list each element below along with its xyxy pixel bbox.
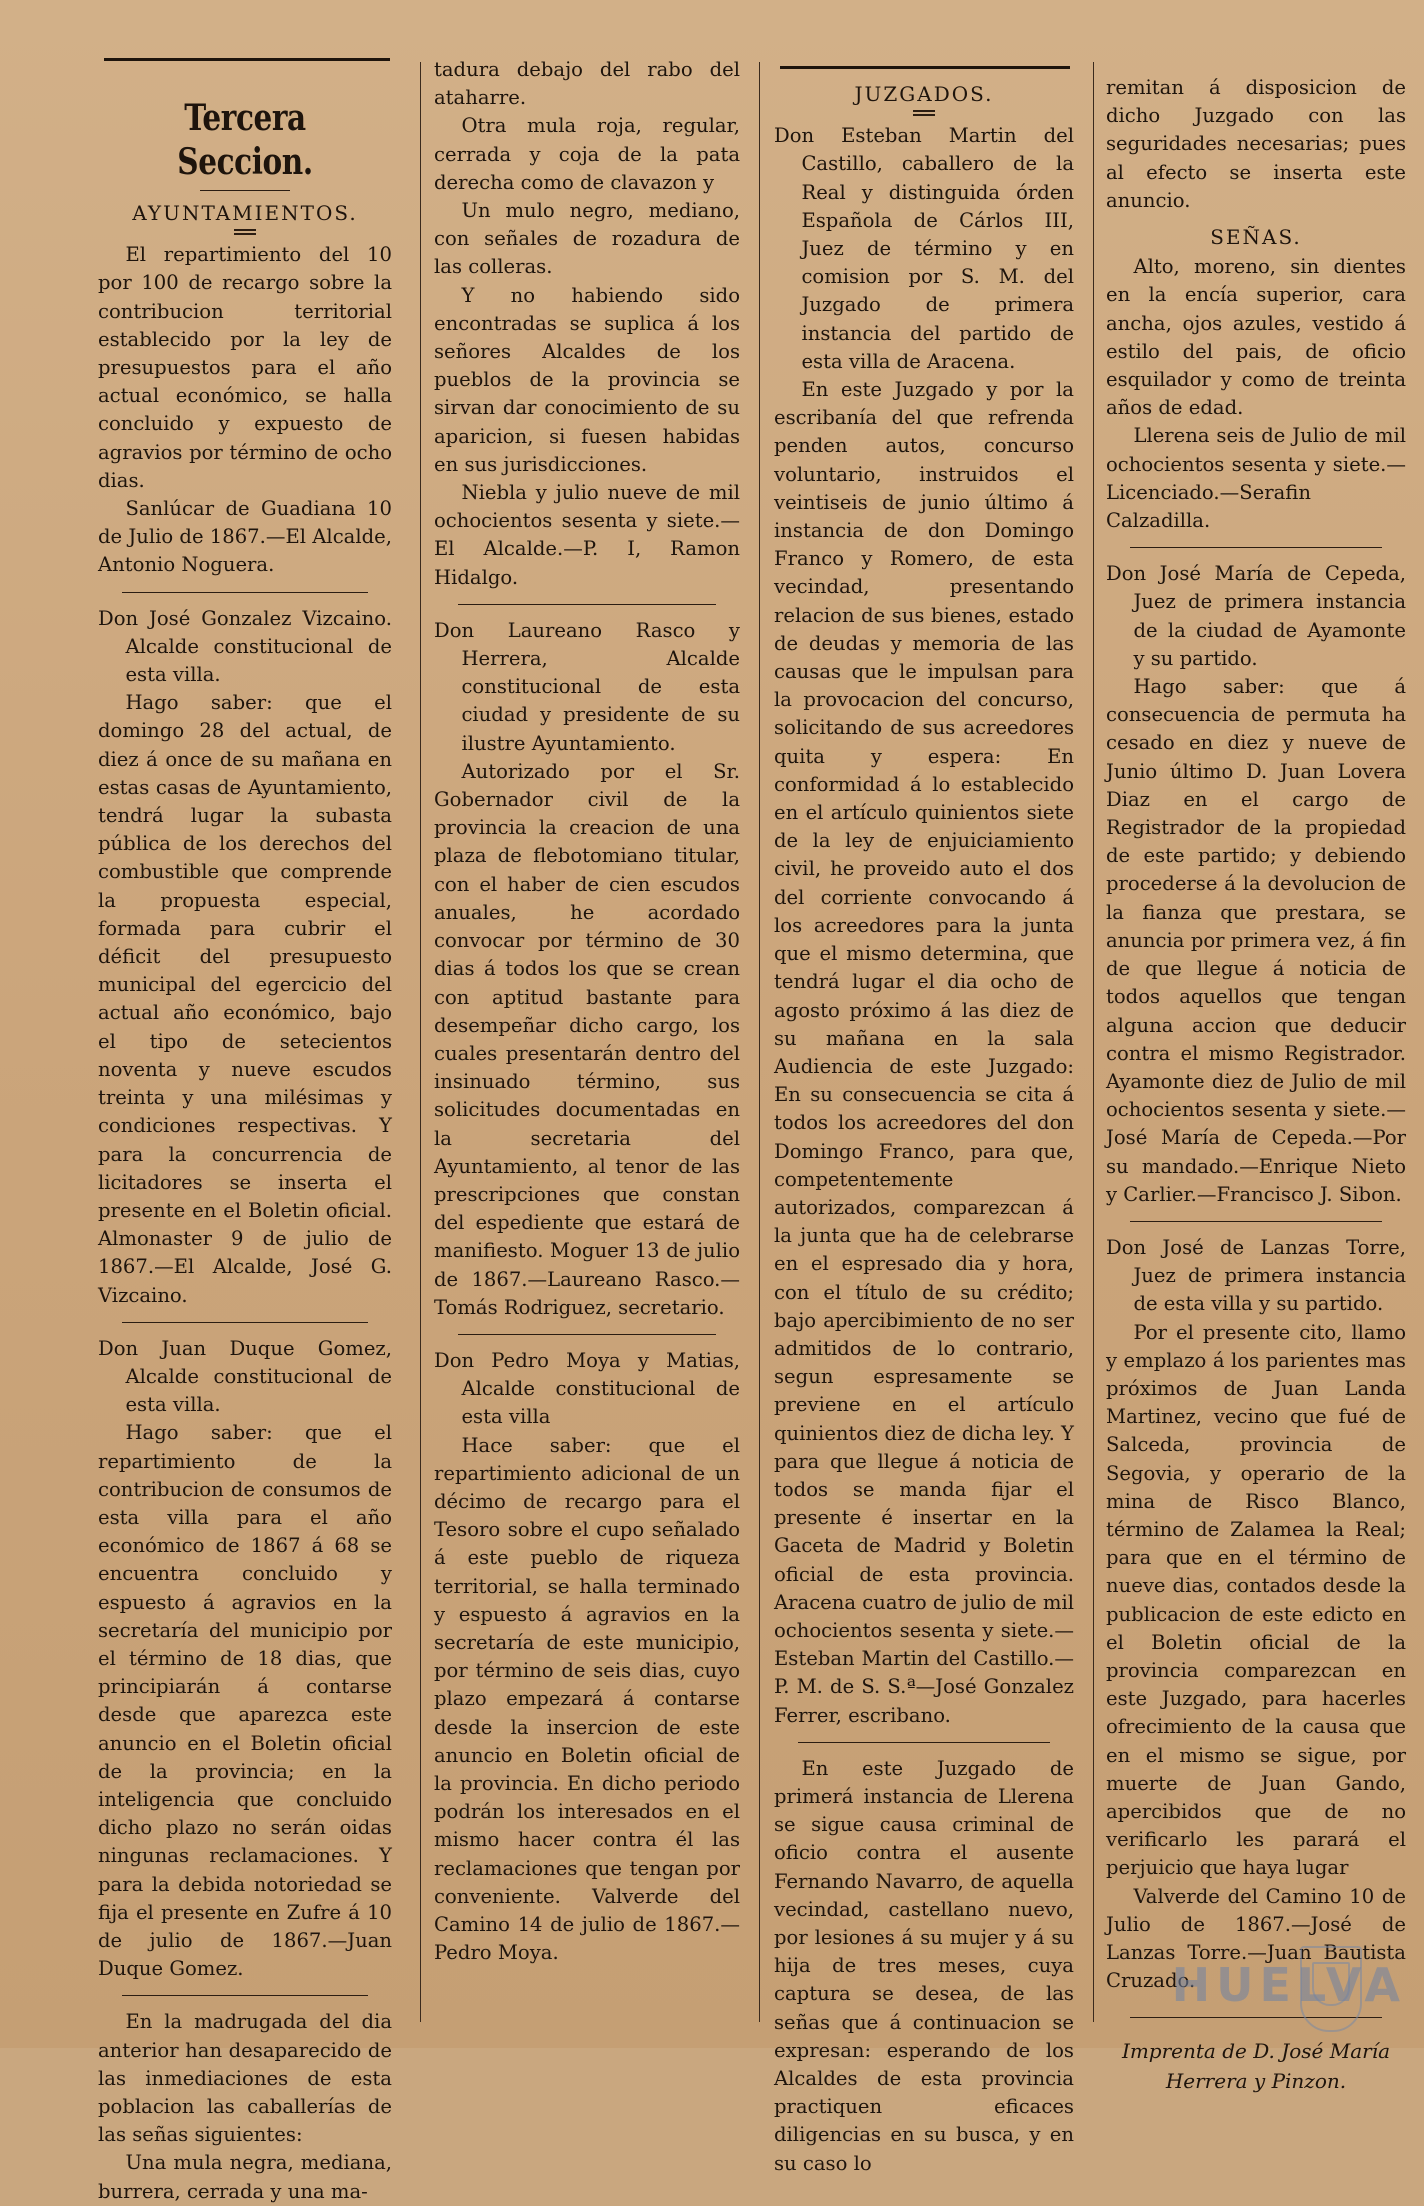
separator-rule xyxy=(1130,1221,1382,1222)
notice-paragraph: Hago saber: que á consecuencia de permuta ha cesado en diez y nueve de Junio último D. Juan Lovera Diaz en el cargo de Registrador de la propiedad de este partido; y debiendo procederse á la devolucion de la fianza que prestara, se anuncia por primera vez, á fin de que llegue á noticia de todos aquellos que tengan alguna accion que deducir contra el mismo Registrador. Ayamonte diez de Julio de mil ochocientos sesenta y siete.—José María de Cepeda.—Por su mandado.—Enrique Nieto y Carlier.—Francisco J. Sibon. xyxy=(1106,675,1406,1206)
separator-rule xyxy=(458,1334,716,1335)
notice-paragraph: Hace saber: que el repartimiento adicional de un décimo de recargo para el Tesoro sobre el cupo señalado á este pueblo de riqueza territorial, se halla terminado y espuesto á agravios en la secretaría de este municipio, por término de seis dias, cuyo plazo empezará á contarse desde la insercion de este anuncio en Boletin oficial de la provincia. En dicho periodo podrán los interesados en el mismo hacer contra él las reclamaciones que tengan por conveniente. Valverde del Camino 14 de julio de 1867.—Pedro Moya. xyxy=(434,1433,740,1965)
column-2 xyxy=(434,56,740,1967)
column-4 xyxy=(1106,74,1406,2096)
column-divider xyxy=(1093,62,1094,2022)
ayuntamientos-heading: AYUNTAMIENTOS. xyxy=(132,201,358,225)
top-rule xyxy=(780,66,1070,69)
separator-rule xyxy=(122,1995,368,1996)
notice-paragraph: Hago saber: que el repartimiento de la contribucion de consumos de esta villa para el año económico de 1867 á 68 se encuentra concluido y espuesto á agravios en la secretaría del municipio por el término de 18 dias, que principiarán á contarse desde que aparezca este anuncio en el Boletin oficial de la provincia; en la inteligencia que concluido dicho plazo no serán oidas ningunas reclamaciones. Y para la debida notoriedad se fija el presente en Zufre á 10 de julio de 1867.—Juan Duque Gomez. xyxy=(98,1421,392,1981)
double-rule xyxy=(234,229,256,235)
notice-heading: Don José María de Cepeda, Juez de primera instancia de la ciudad de Ayamonte y su partido. xyxy=(1106,562,1406,670)
column-1 xyxy=(98,66,392,2206)
column-3 xyxy=(774,74,1074,2178)
notice-signature: Sanlúcar de Guadiana 10 de Julio de 1867.—El Alcalde, Antonio Noguera. xyxy=(98,497,392,577)
separator-rule xyxy=(122,1322,368,1323)
notice-paragraph: El repartimiento del 10 por 100 de recargo sobre la contribucion territorial establecido por la ley de presupuestos para el año actual económico, se halla concluido y expuesto de agravios por término de ocho dias. xyxy=(98,243,392,492)
imprint-line: Imprenta de D. José María Herrera y Pinzon. xyxy=(1121,2039,1391,2094)
notice-heading: Don Laureano Rasco y Herrera, Alcalde constitucional de esta ciudad y presidente de su ilustre Ayuntamiento. xyxy=(434,618,740,755)
notice-paragraph: tadura debajo del rabo del ataharre. xyxy=(434,58,740,110)
notice-signature: Valverde del Camino 10 de Julio de 1867.—José de Lanzas Torre.—Juan Bautista Cruzado. xyxy=(1106,1884,1406,1993)
notice-paragraph: Una mula negra, mediana, burrera, cerrada y una ma- xyxy=(98,2151,392,2203)
notice-paragraph: En este Juzgado y por la escribanía del que refrenda penden autos, concurso voluntario, instruidos el veintiseis de junio último á instancia de don Domingo Franco y Romero, de esta vecindad, presentando relacion de sus bienes, estado de deudas y memoria de las causas que le impulsan para la provocacion del concurso, solicitando de sus acreedores quita y espera: En conformidad á lo establecido en el artículo quinientos siete de la ley de enjuiciamiento civil, he proveido auto el dos del corriente convocando á los acreedores para la junta que el mismo determina, que tendrá lugar el dia ocho de agosto próximo á las diez de su mañana en la sala Audiencia de este Juzgado: En su consecuencia se cita á todos los acreedores del don Domingo Franco, para que, competentemente autorizados, comparezcan á la junta que ha de celebrarse en el espresado dia y hora, con el título de su crédito; bajo apercibimiento de no ser admitidos de lo contrario, segun espresamente se previene en el artículo quinientos diez de dicha ley. Y para que llegue á noticia de todos se manda fijar el presente é insertar en la Gaceta de Madrid y Boletin oficial de esta provincia. Aracena cuatro de julio de mil ochocientos sesenta y siete.—Esteban Martin del Castillo.—P. M. de S. S.ª—José Gonzalez Ferrer, escribano. xyxy=(774,378,1074,1727)
notice-paragraph: Hago saber: que el domingo 28 del actual, de diez á once de su mañana en estas casas de Ayuntamiento, tendrá lugar la subasta pública de los derechos del combustible que comprende la propuesta especial, formada para cubrir el déficit del presupuesto municipal del egercicio del actual año económico, bajo el tipo de setecientos noventa y nueve escudos treinta y una milésimas y condiciones respectivas. Y para la concurrencia de licitadores se inserta el presente en el Boletin oficial. Almonaster 9 de julio de 1867.—El Alcalde, José G. Vizcaino. xyxy=(98,691,392,1307)
juzgados-heading: JUZGADOS. xyxy=(854,82,994,106)
section-title: Tercera Seccion. xyxy=(177,97,313,183)
notice-paragraph: Y no habiendo sido encontradas se suplica á los señores Alcaldes de los pueblos de la provincia se sirvan dar conocimiento de su aparicion, si fuesen habidas en sus jurisdicciones. xyxy=(434,283,740,476)
notice-paragraph: En la madrugada del dia anterior han desaparecido de las inmediaciones de esta poblacion las caballerías de las señas siguientes: xyxy=(98,2010,392,2147)
notice-paragraph: remitan á disposicion de dicho Juzgado con las seguridades necesarias; pues al efecto se inserta este anuncio. xyxy=(1106,76,1406,212)
separator-rule xyxy=(122,592,368,593)
archive-watermark: HUELVA xyxy=(1171,1958,1406,2012)
notice-heading: Don Juan Duque Gomez, Alcalde constitucional de esta villa. xyxy=(98,1336,392,1417)
separator-rule xyxy=(798,1742,1050,1743)
notice-paragraph: Un mulo negro, mediano, con señales de rozadura de las colleras. xyxy=(434,199,740,279)
notice-heading: Don Esteban Martin del Castillo, caballero de la Real y distinguida órden Española de Cárlos III, Juez de término y en comision por S. M. del Juzgado de primera instancia del partido de esta villa de Aracena. xyxy=(774,124,1074,373)
notice-signature: Niebla y julio nueve de mil ochocientos sesenta y siete.—El Alcalde.—P. I, Ramon Hidalgo. xyxy=(434,481,740,589)
notice-heading: Don José Gonzalez Vizcaino. Alcalde constitucional de esta villa. xyxy=(98,606,392,687)
separator-rule xyxy=(1130,547,1382,548)
notice-signature: Llerena seis de Julio de mil ochocientos sesenta y siete.—Licenciado.—Serafin Calzadilla. xyxy=(1106,424,1406,533)
double-rule xyxy=(913,110,935,116)
column-divider xyxy=(759,62,760,2022)
notice-paragraph: Otra mula roja, regular, cerrada y coja de la pata derecha como de clavazon y xyxy=(434,114,740,194)
separator-rule xyxy=(458,604,716,605)
short-rule xyxy=(200,190,290,191)
notice-heading: Don Pedro Moya y Matias, Alcalde constitucional de esta villa xyxy=(434,1348,740,1429)
senas-heading: SEÑAS. xyxy=(1210,225,1302,250)
notice-paragraph: Autorizado por el Sr. Gobernador civil de la provincia la creacion de una plaza de flebotomiano titular, con el haber de cien escudos anuales, he acordado convocar por término de 30 dias á todos los que se crean con aptitud bastante para desempeñar dicho cargo, los cuales presentarán dentro del insinuado término, sus solicitudes documentadas en la secretaria del Ayuntamiento, al tenor de las prescripciones que constan del espediente que estará de manifiesto. Moguer 13 de julio de 1867.—Laureano Rasco.—Tomás Rodriguez, secretario. xyxy=(434,759,740,1319)
top-rule xyxy=(104,58,390,61)
notice-paragraph: Alto, moreno, sin dientes en la encía superior, cara ancha, ojos azules, vestido á estilo del pais, de oficio esquilador y como de treinta años de edad. xyxy=(1106,255,1406,420)
column-divider xyxy=(420,62,421,2022)
notice-paragraph: Por el presente cito, llamo y emplazo á los parientes mas próximos de Juan Landa Martinez, vecino que fué de Salceda, provincia de Segovia, y operario de la mina de Risco Blanco, término de Zalamea la Real; para que en el término de nueve dias, contados desde la publicacion de este edicto en el Boletin oficial de la provincia comparezcan en este Juzgado, para hacerles ofrecimiento de la causa que en el mismo se sigue, por muerte de Juan Gando, apercibidos que de no verificarlo les parará el perjuicio que haya lugar xyxy=(1106,1320,1406,1880)
notice-heading: Don José de Lanzas Torre, Juez de primera instancia de esta villa y su partido. xyxy=(1106,1235,1406,1316)
notice-paragraph: En este Juzgado de primerá instancia de Llerena se sigue causa criminal de oficio contra el ausente Fernando Navarro, de aquella vecindad, castellano nuevo, por lesiones á su mujer y á su hija de tres meses, cuya captura se desea, de las señas que á continuacion se expresan: esperando de los Alcaldes de esta provincia practiquen eficaces diligencias en su busca, y en su caso lo xyxy=(774,1756,1074,2175)
